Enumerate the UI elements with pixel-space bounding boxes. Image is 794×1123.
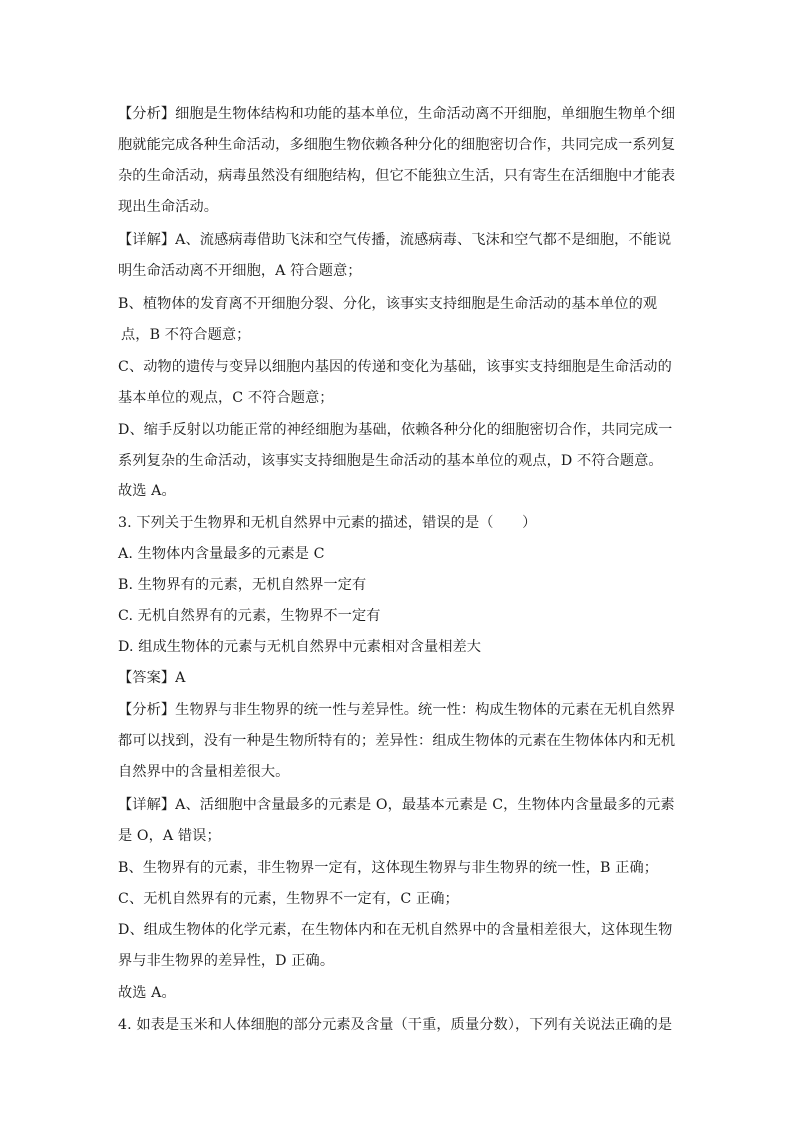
explanation-line-5: C、动物的遗传与变异以细胞内基因的传递和变化为基础，该事实支持细胞是生命活动的 (118, 359, 672, 375)
explanation-line-6: 基本单位的观点，C 不符合题意； (118, 390, 334, 406)
analysis-paragraph-line-2: 胞就能完成各种生命活动，多细胞生物依赖各种分化的细胞密切合作，共同完成一系列复 (118, 137, 676, 153)
question-3-option-d: D. 组成生物体的元素与无机自然界中元素相对含量相差大 (118, 639, 482, 655)
question-3-answer: 【答案】A (118, 670, 186, 686)
analysis-paragraph-line-4: 现出生命活动。 (118, 199, 219, 215)
explanation-line-8: 系列复杂的生命活动，该事实支持细胞是生命活动的基本单位的观点，D 不符合题意。 (118, 453, 663, 469)
explanation-line-7: D、缩手反射以功能正常的神经细胞为基础，依赖各种分化的细胞密切合作，共同完成一 (118, 422, 673, 438)
analysis-paragraph-line-3: 杂的生命活动，病毒虽然没有细胞结构，但它不能独立生活，只有寄生在活细胞中才能表 (118, 168, 676, 184)
question-3-explanation-line-6: 界与非生物界的差异性，D 正确。 (118, 953, 335, 969)
question-4-stem: 4. 如表是玉米和人体细胞的部分元素及含量（干重，质量分数），下列有关说法正确的是 (118, 1017, 673, 1033)
question-3-explanation-line-3: B、生物界有的元素，非生物界一定有，这体现生物界与非生物界的统一性，B 正确； (118, 860, 659, 876)
question-3-analysis-line-2: 都可以找到，没有一种是生物所特有的；差异性：组成生物体的元素在生物体体内和无机 (118, 733, 676, 749)
question-3-option-b: B. 生物界有的元素，无机自然界一定有 (118, 577, 367, 593)
explanation-line-3: B、植物体的发育离不开细胞分裂、分化，该事实支持细胞是生命活动的基本单位的观 (118, 296, 658, 312)
explanation-line-2: 明生命活动离不开细胞，A 符合题意； (118, 263, 362, 279)
question-3-option-c: C. 无机自然界有的元素，生物界不一定有 (118, 608, 381, 624)
question-3-explanation-line-1: 【详解】A、活细胞中含量最多的元素是 O，最基本元素是 C，生物体内含量最多的元素 (118, 797, 675, 813)
question-3-explanation-line-2: 是 O，A 错误； (118, 828, 221, 844)
question-3-analysis-line-1: 【分析】生物界与非生物界的统一性与差异性。统一性：构成生物体的元素在无机自然界 (118, 702, 676, 718)
explanation-line-1: 【详解】A、流感病毒借助飞沫和空气传播，流感病毒、飞沫和空气都不是细胞，不能说 (118, 232, 672, 248)
question-3-explanation-line-4: C、无机自然界有的元素，生物界不一定有，C 正确； (118, 891, 459, 907)
analysis-paragraph-line-1: 【分析】细胞是生物体结构和功能的基本单位，生命活动离不开细胞，单细胞生物单个细 (118, 106, 676, 122)
answer-choice-line: 故选 A。 (118, 483, 176, 499)
question-3-stem: 3. 下列关于生物界和无机自然界中元素的描述，错误的是（ ） (118, 515, 537, 531)
question-3-explanation-line-5: D、组成生物体的化学元素，在生物体内和在无机自然界中的含量相差很大，这体现生物 (118, 922, 673, 938)
question-3-analysis-line-3: 自然界中的含量相差很大。 (118, 764, 290, 780)
question-3-answer-choice: 故选 A。 (118, 985, 176, 1001)
question-3-option-a: A. 生物体内含量最多的元素是 C (118, 546, 325, 562)
explanation-line-4: 点，B 不符合题意； (121, 327, 251, 343)
